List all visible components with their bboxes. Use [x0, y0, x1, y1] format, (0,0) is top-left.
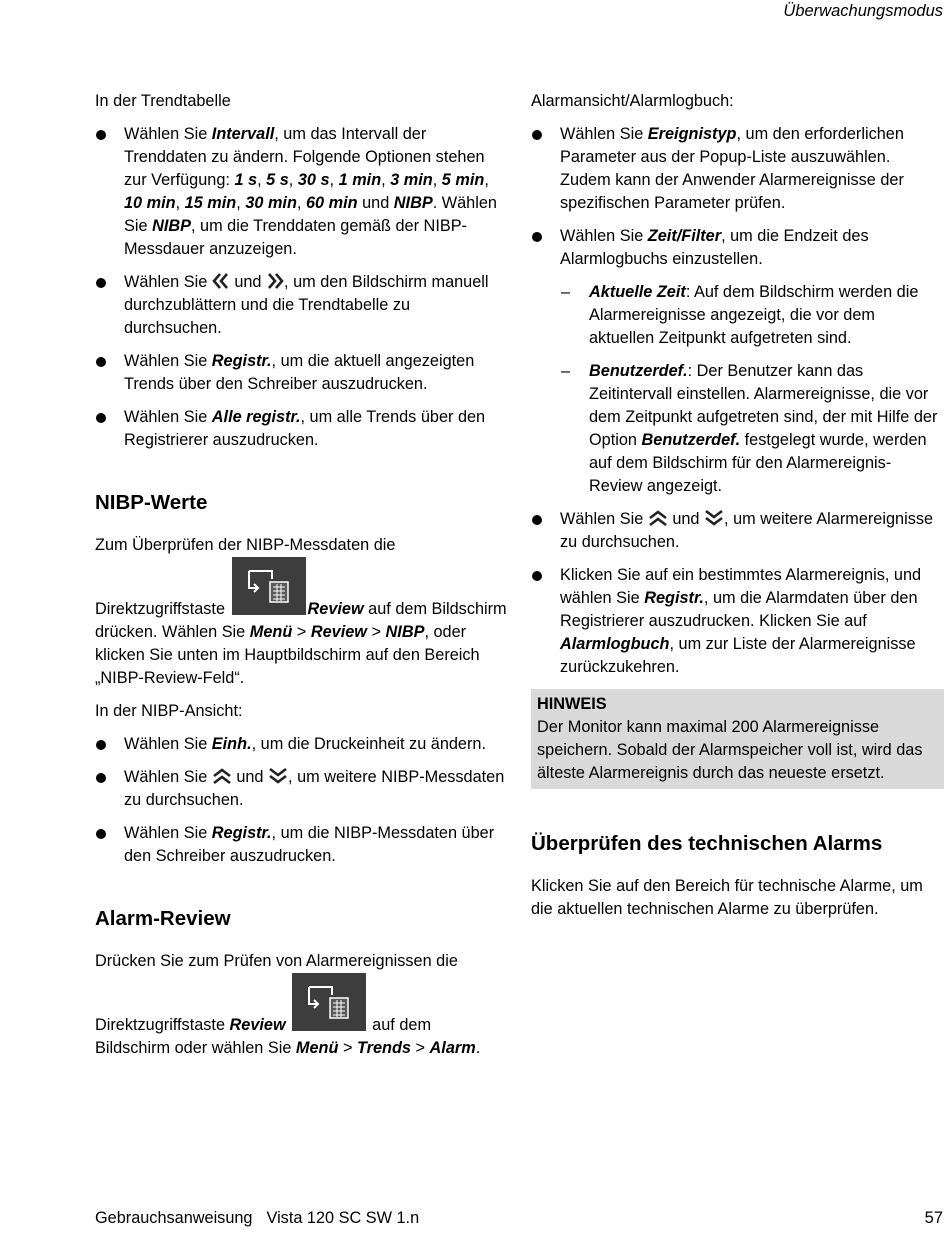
bullet-icon [532, 232, 542, 242]
bullet-icon [532, 571, 542, 581]
double-chevron-up-icon [648, 509, 668, 527]
alarm-paragraph-2: Direktzugriffstaste Review auf dem Bildschirm oder wählen Sie Menü > Trends > Alarm. [95, 973, 507, 1060]
right-column [531, 90, 944, 921]
list-item: Wählen Sie Zeit/Filter, um die Endzeit des Alarmlogbuchs einzustellen. – Aktuelle Zeit: Auf dem Bildschirm werden die Alarmereignisse angezeigt, die vor dem aktuellen Zeitpunkt aufgetreten sind. – Benutzerdef.: Der Benutzer kann das Zeitintervall einstellen. Alarmereignisse, die vor dem Zeitpunkt aufgetreten sind, der mit Hilfe der Option Benutzerdef. festgelegt wurde, werden auf dem Bildschirm für den Alarmereignis-Review angezeigt. [531, 225, 944, 498]
nibp-view-list [95, 733, 507, 868]
bullet-icon [96, 829, 106, 839]
footer-document [95, 1207, 419, 1230]
note-box [531, 689, 944, 789]
running-header: Überwachungsmodus [783, 2, 943, 20]
footer-product: Vista 120 SC SW 1.n [266, 1209, 420, 1227]
section-heading-nibp: NIBP-Werte [95, 491, 208, 514]
review-key-icon [292, 973, 366, 1031]
bullet-icon [96, 413, 106, 423]
bullet-icon [532, 130, 542, 140]
double-chevron-down-icon [268, 767, 288, 785]
list-item: Wählen Sie und , um weitere NIBP-Messdaten zu durchsuchen. [95, 766, 507, 812]
section-heading-technical-alarm: Überprüfen des technischen Alarms [531, 832, 883, 855]
nibp-paragraph-1: Zum Überprüfen der NIBP-Messdaten die [95, 536, 396, 554]
alarm-paragraph-1: Drücken Sie zum Prüfen von Alarmereignissen die [95, 952, 458, 970]
left-column [95, 90, 507, 1070]
bullet-icon [96, 357, 106, 367]
list-item: Wählen Sie Einh., um die Druckeinheit zu ändern. [95, 733, 507, 756]
review-key-icon [232, 557, 306, 615]
list-item: Wählen Sie und , um den Bildschirm manuell durchzublättern und die Trendtabelle zu durchsuchen. [95, 271, 507, 340]
list-item: – Benutzerdef.: Der Benutzer kann das Zeitintervall einstellen. Alarmereignisse, die vor dem Zeitpunkt aufgetreten sind, der mit Hilfe der Option Benutzerdef. festgelegt wurde, werden auf dem Bildschirm für den Alarmereignis-Review angezeigt. [561, 362, 938, 495]
double-chevron-down-icon [704, 509, 724, 527]
list-item: Klicken Sie auf ein bestimmtes Alarmereignis, und wählen Sie Registr., um die Alarmdaten über den Registrierer auszudrucken. Klicken Sie auf Alarmlogbuch, um zur Liste der Alarmereignisse zurückzukehren. [531, 564, 944, 679]
nibp-view-intro: In der NIBP-Ansicht: [95, 702, 243, 720]
list-item: Wählen Sie Ereignistyp, um den erforderlichen Parameter aus der Popup-Liste auszuwählen. Zudem kann der Anwender Alarmereignisse der spezifischen Parameter prüfen. [531, 123, 944, 215]
nibp-paragraph-2: Direktzugriffstaste Review auf dem Bildschirm drücken. Wählen Sie Menü > Review > NIBP, oder klicken Sie unten im Hauptbildschirm auf den Bereich „NIBP-Review-Feld“. [95, 557, 507, 690]
alarm-view-list [531, 123, 944, 679]
double-chevron-left-icon [212, 272, 230, 290]
footer-doc-title: Gebrauchsanweisung [95, 1209, 253, 1227]
page-number: 57 [924, 1209, 943, 1227]
time-filter-options [560, 281, 944, 498]
alarm-view-intro: Alarmansicht/Alarmlogbuch: [531, 92, 734, 110]
trend-table-list [95, 123, 507, 452]
bullet-icon [96, 130, 106, 140]
list-item: – Aktuelle Zeit: Auf dem Bildschirm werden die Alarmereignisse angezeigt, die vor dem aktuellen Zeitpunkt aufgetreten sind. [561, 283, 919, 347]
list-item: Wählen Sie Registr., um die aktuell angezeigten Trends über den Schreiber auszudrucken. [95, 350, 507, 396]
double-chevron-right-icon [266, 272, 284, 290]
list-item: Wählen Sie Intervall, um das Intervall der Trenddaten zu ändern. Folgende Optionen stehen zur Verfügung: 1 s, 5 s, 30 s, 1 min, 3 min, 5 min, 10 min, 15 min, 30 min, 60 min und NIBP. Wählen Sie NIBP, um die Trenddaten gemäß der NIBP-Messdauer anzuzeigen. [95, 123, 507, 261]
list-item: Wählen Sie Alle registr., um alle Trends über den Registrierer auszudrucken. [95, 406, 507, 452]
trend-table-intro: In der Trendtabelle [95, 92, 231, 110]
note-title: HINWEIS [537, 695, 607, 713]
double-chevron-up-icon [212, 767, 232, 785]
list-item: Wählen Sie und , um weitere Alarmereignisse zu durchsuchen. [531, 508, 944, 554]
list-item: Wählen Sie Registr., um die NIBP-Messdaten über den Schreiber auszudrucken. [95, 822, 507, 868]
technical-alarm-text: Klicken Sie auf den Bereich für technische Alarme, um die aktuellen technischen Alarme zu überprüfen. [531, 877, 923, 918]
section-heading-alarm-review: Alarm-Review [95, 907, 231, 930]
bullet-icon [532, 515, 542, 525]
bullet-icon [96, 278, 106, 288]
note-text: Der Monitor kann maximal 200 Alarmereignisse speichern. Sobald der Alarmspeicher voll ist, wird das älteste Alarmereignis durch das neueste ersetzt. [537, 718, 923, 782]
bullet-icon [96, 773, 106, 783]
bullet-icon [96, 740, 106, 750]
